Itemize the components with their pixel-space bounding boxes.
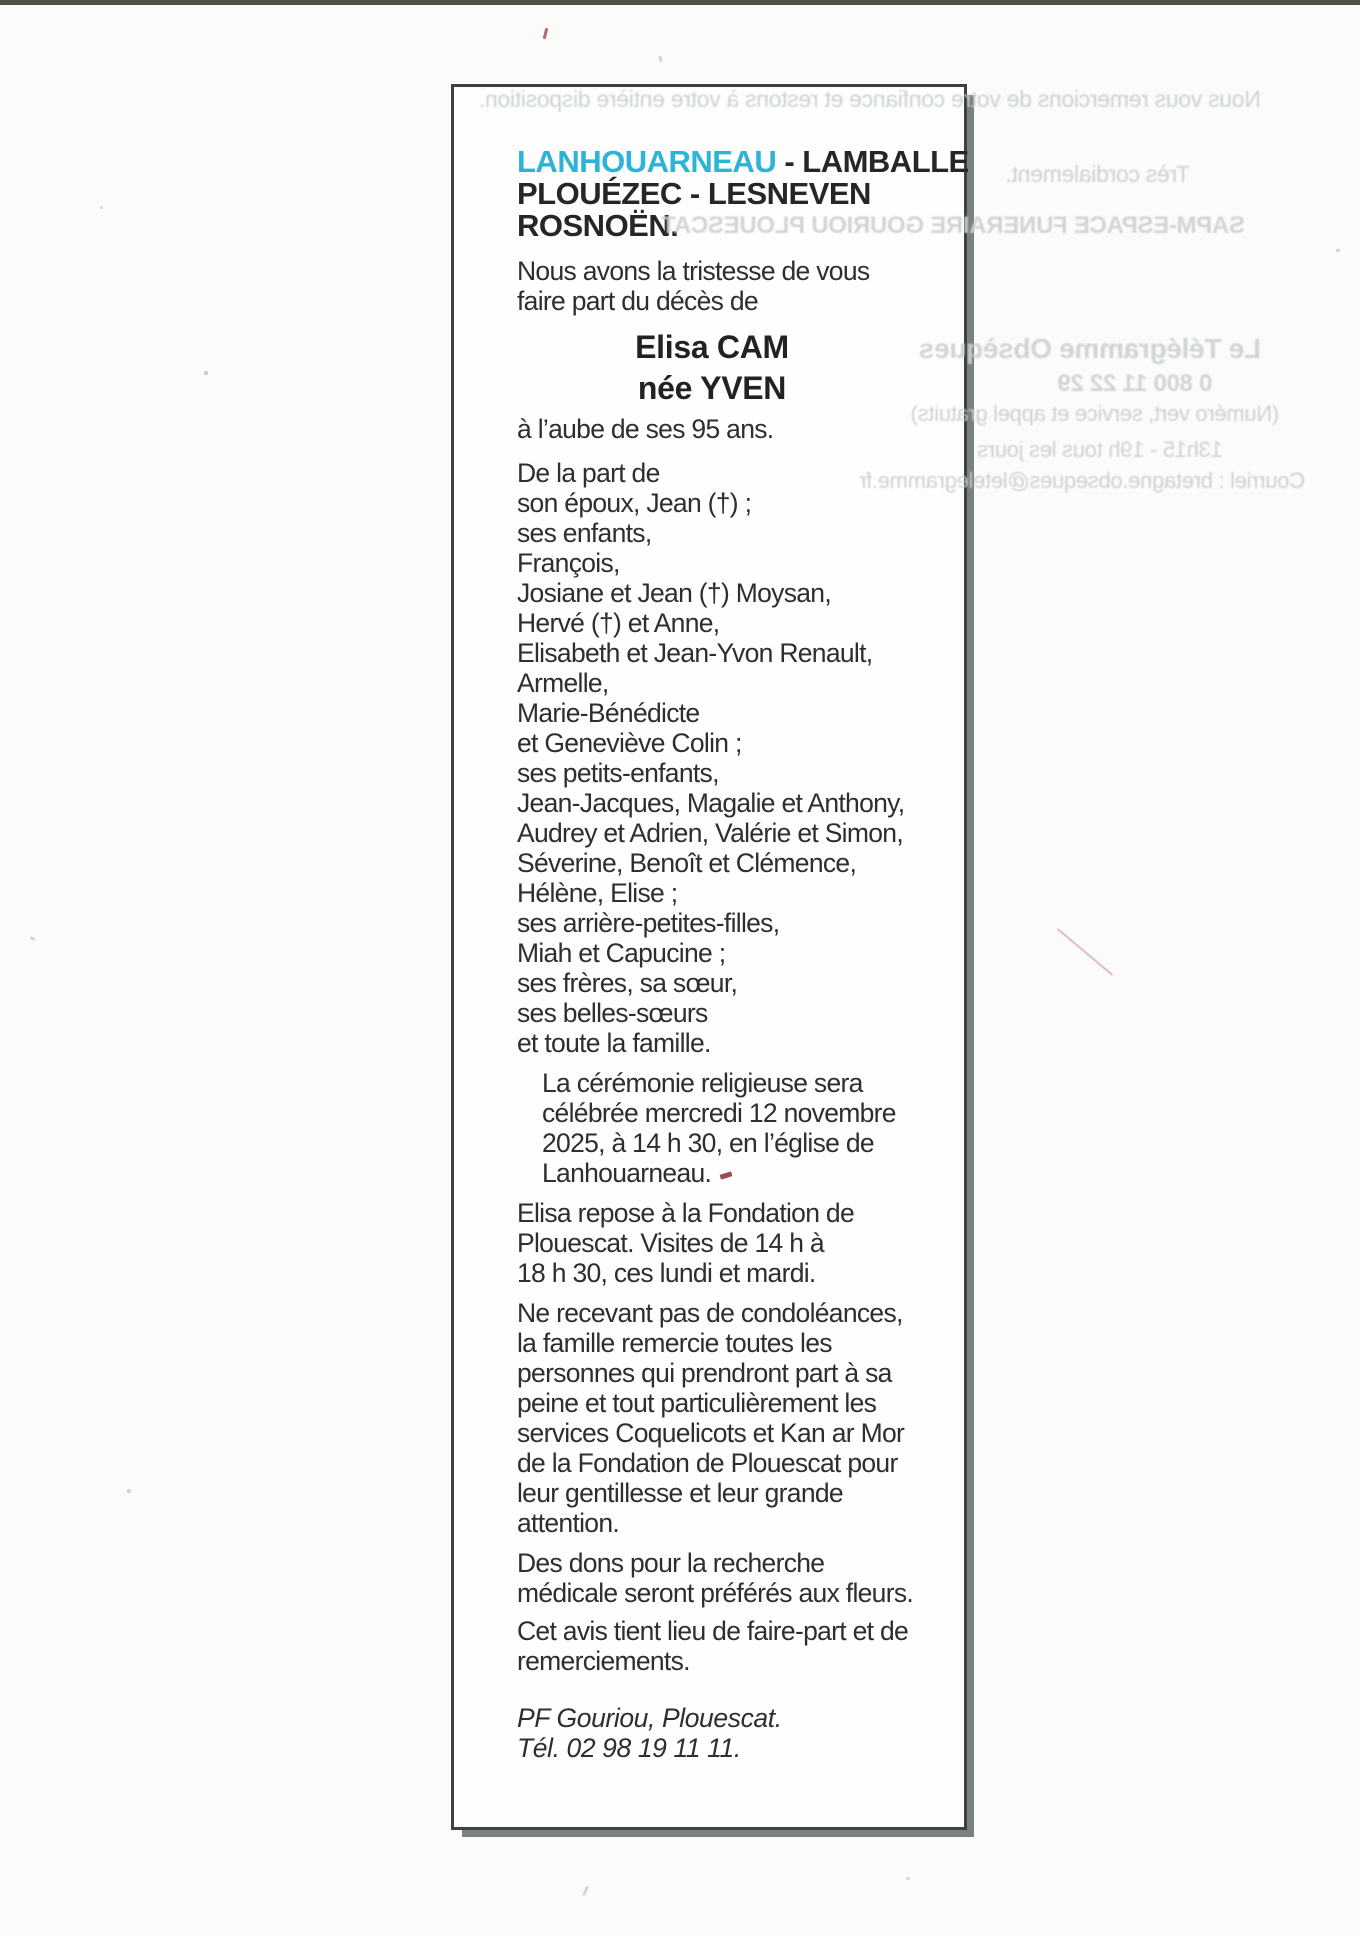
text-line: Elisabeth et Jean-Yvon Renault, [517,638,873,668]
text-line: Audrey et Adrien, Valérie et Simon, [517,818,903,848]
text-line: Plouescat. Visites de 14 h à [517,1228,824,1258]
text-line: Armelle, [517,668,609,698]
bleed-through-text: SAPM-ESPACE FUNERAIRE GOURIOU PLOUESCAT [661,212,1245,239]
text-line: Marie-Bénédicte [517,698,700,728]
text-line: Elisa repose à la Fondation de [517,1198,854,1228]
scan-edge-artifact [0,0,1360,5]
text-line: son époux, Jean (†) ; [517,488,752,518]
text-line: ses enfants, [517,518,652,548]
commune-rest: - LAMBALLE [776,144,969,179]
text-line: De la part de [517,458,660,488]
text-line: ses arrière-petites-filles, [517,908,780,938]
text-line: ses petits-enfants, [517,758,719,788]
text-line: attention. [517,1508,620,1538]
text-line: et Geneviève Colin ; [517,728,742,758]
text-line: Séverine, Benoît et Clémence, [517,848,857,878]
text-line: services Coquelicots et Kan ar Mor [517,1418,905,1448]
text-line: médicale seront préférés aux fleurs. [517,1578,914,1608]
bleed-through-text: (Numéro vert, service et appel gratuits) [910,401,1280,426]
text-line: Miah et Capucine ; [517,938,726,968]
bleed-through-text: Nous vous remercions de votre confiance et restons à votre entière disposition. [479,86,1261,112]
communes-line-3: ROSNOËN. [517,208,679,243]
text-line: Tél. 02 98 19 11 11. [517,1733,741,1763]
text-line: Cet avis tient lieu de faire-part et de [517,1616,909,1646]
text-line: Elisa CAM [635,329,789,365]
text-line: remerciements. [517,1646,690,1676]
text-line: Josiane et Jean (†) Moysan, [517,578,831,608]
text-line: née YVEN [637,370,787,406]
text-line: et toute la famille. [517,1028,711,1058]
text-line: personnes qui prendront part à sa [517,1358,892,1388]
bleed-through-text: Courriel : bretagne.obseques@letelegramme.fr [859,468,1305,493]
text-line: Hervé (†) et Anne, [517,608,720,638]
text-line: ses belles-sœurs [517,998,708,1028]
text-line: PF Gouriou, Plouescat. [517,1703,782,1733]
age-line: à l’aube de ses 95 ans. [517,414,774,444]
text-line: leur gentillesse et leur grande [517,1478,843,1508]
text-line: Nous avons la tristesse de vous [517,256,870,286]
text-line: faire part du décès de [517,286,758,316]
text-line: Ne recevant pas de condoléances, [517,1298,903,1328]
text-line: Lanhouarneau. [542,1158,712,1188]
communes-line-2: PLOUÉZEC - LESNEVEN [517,176,871,211]
text-line: peine et tout particulièrement les [517,1388,877,1418]
text-line: Jean-Jacques, Magalie et Anthony, [517,788,905,818]
bleed-through-text: Le Télégramme Obsèques [919,333,1261,364]
text-line: célébrée mercredi 12 novembre [542,1098,896,1128]
bleed-through-text: 13h15 - 19h tous les jours [977,437,1223,462]
bleed-through-text: 0 800 11 22 29 [1057,370,1213,397]
text-line: Des dons pour la recherche [517,1548,825,1578]
text-line: de la Fondation de Plouescat pour [517,1448,898,1478]
text-line: 18 h 30, ces lundi et mardi. [517,1258,816,1288]
bleed-through-text: Très cordialement. [1005,161,1190,187]
text-line: Hélène, Elise ; [517,878,678,908]
text-line: 2025, à 14 h 30, en l’église de [542,1128,874,1158]
commune-highlight: LANHOUARNEAU [517,144,777,179]
text-line: ses frères, sa sœur, [517,968,738,998]
text-line: la famille remercie toutes les [517,1328,832,1358]
text-line: François, [517,548,620,578]
text-line: La cérémonie religieuse sera [542,1068,863,1098]
